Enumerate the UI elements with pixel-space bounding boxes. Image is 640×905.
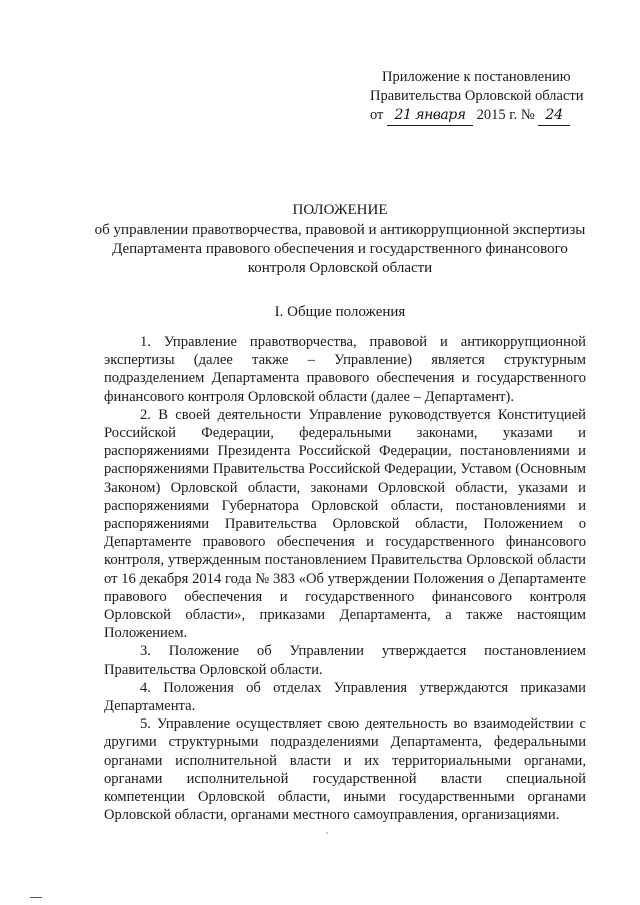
year-number-label: 2015 г. № xyxy=(476,107,535,123)
document-subtitle-line-3: контроля Орловской области xyxy=(247,260,433,276)
scan-speck xyxy=(326,832,328,834)
document-subtitle-line-1: об управлении правотворчества, правовой и антикоррупционной экспертизы xyxy=(94,222,586,238)
document-subtitle-line-2: Департамента правового обеспечения и государственного финансового xyxy=(112,241,568,257)
paragraph: 4. Положения об отделах Управления утверждаются приказами Департамента. xyxy=(104,679,586,715)
paragraph: 3. Положение об Управлении утверждается постановлением Правительства Орловской области. xyxy=(104,643,586,678)
section-heading: I. Общие положения xyxy=(274,304,406,320)
paragraph: 5. Управление осуществляет свою деятельность во взаимодействии с другими структурными подразделениями Департамента, федеральными органами исполнительной власти и их территориальными органами, органами исполнительной государственной власти специальной компетенции Орловской области, иными государственными органами Орловской области, органами местного самоуправления, организациями. xyxy=(104,716,586,824)
date-prefix: от xyxy=(370,107,384,123)
appendix-date-line xyxy=(370,106,600,126)
document-body xyxy=(104,333,586,824)
paragraph: 2. В своей деятельности Управление руководствуется Конституцией Российской Федерации, федеральными законами, указами и распоряжениями Президента Российской Федерации, постановлениями и распоряжениями Правительства Российской Федерации, Уставом (Основным Законом) Орловской области, законами Орловской области, указами и распоряжениями Губернатора Орловской области, постановлениями и распоряжениями Правительства Орловской области, Положением о Департаменте правового обеспечения и государственного финансового контроля, утвержденным постановлением Правительства Орловской области от 16 декабря 2014 года № 383 «Об утверждении Положения о Департаменте правового обеспечения и государственного финансового контроля Орловской области», приказами Департамента, а также настоящим Положением. xyxy=(104,406,586,642)
document-title-block xyxy=(90,201,590,278)
handwritten-date: 21 января xyxy=(387,106,473,126)
appendix-line-1: Приложение к постановлению xyxy=(382,69,571,85)
handwritten-number: 24 xyxy=(538,106,570,126)
page-edge-mark xyxy=(30,897,42,898)
appendix-line-2: Правительства Орловской области xyxy=(370,88,584,104)
document-title: ПОЛОЖЕНИЕ xyxy=(292,202,388,218)
paragraph: 1. Управление правотворчества, правовой и антикоррупционной экспертизы (далее также – Управление) является структурным подразделением Департамента правового обеспечения и государственного финансового контроля Орловской области (далее – Департамент). xyxy=(104,334,586,405)
appendix-header xyxy=(370,68,600,126)
